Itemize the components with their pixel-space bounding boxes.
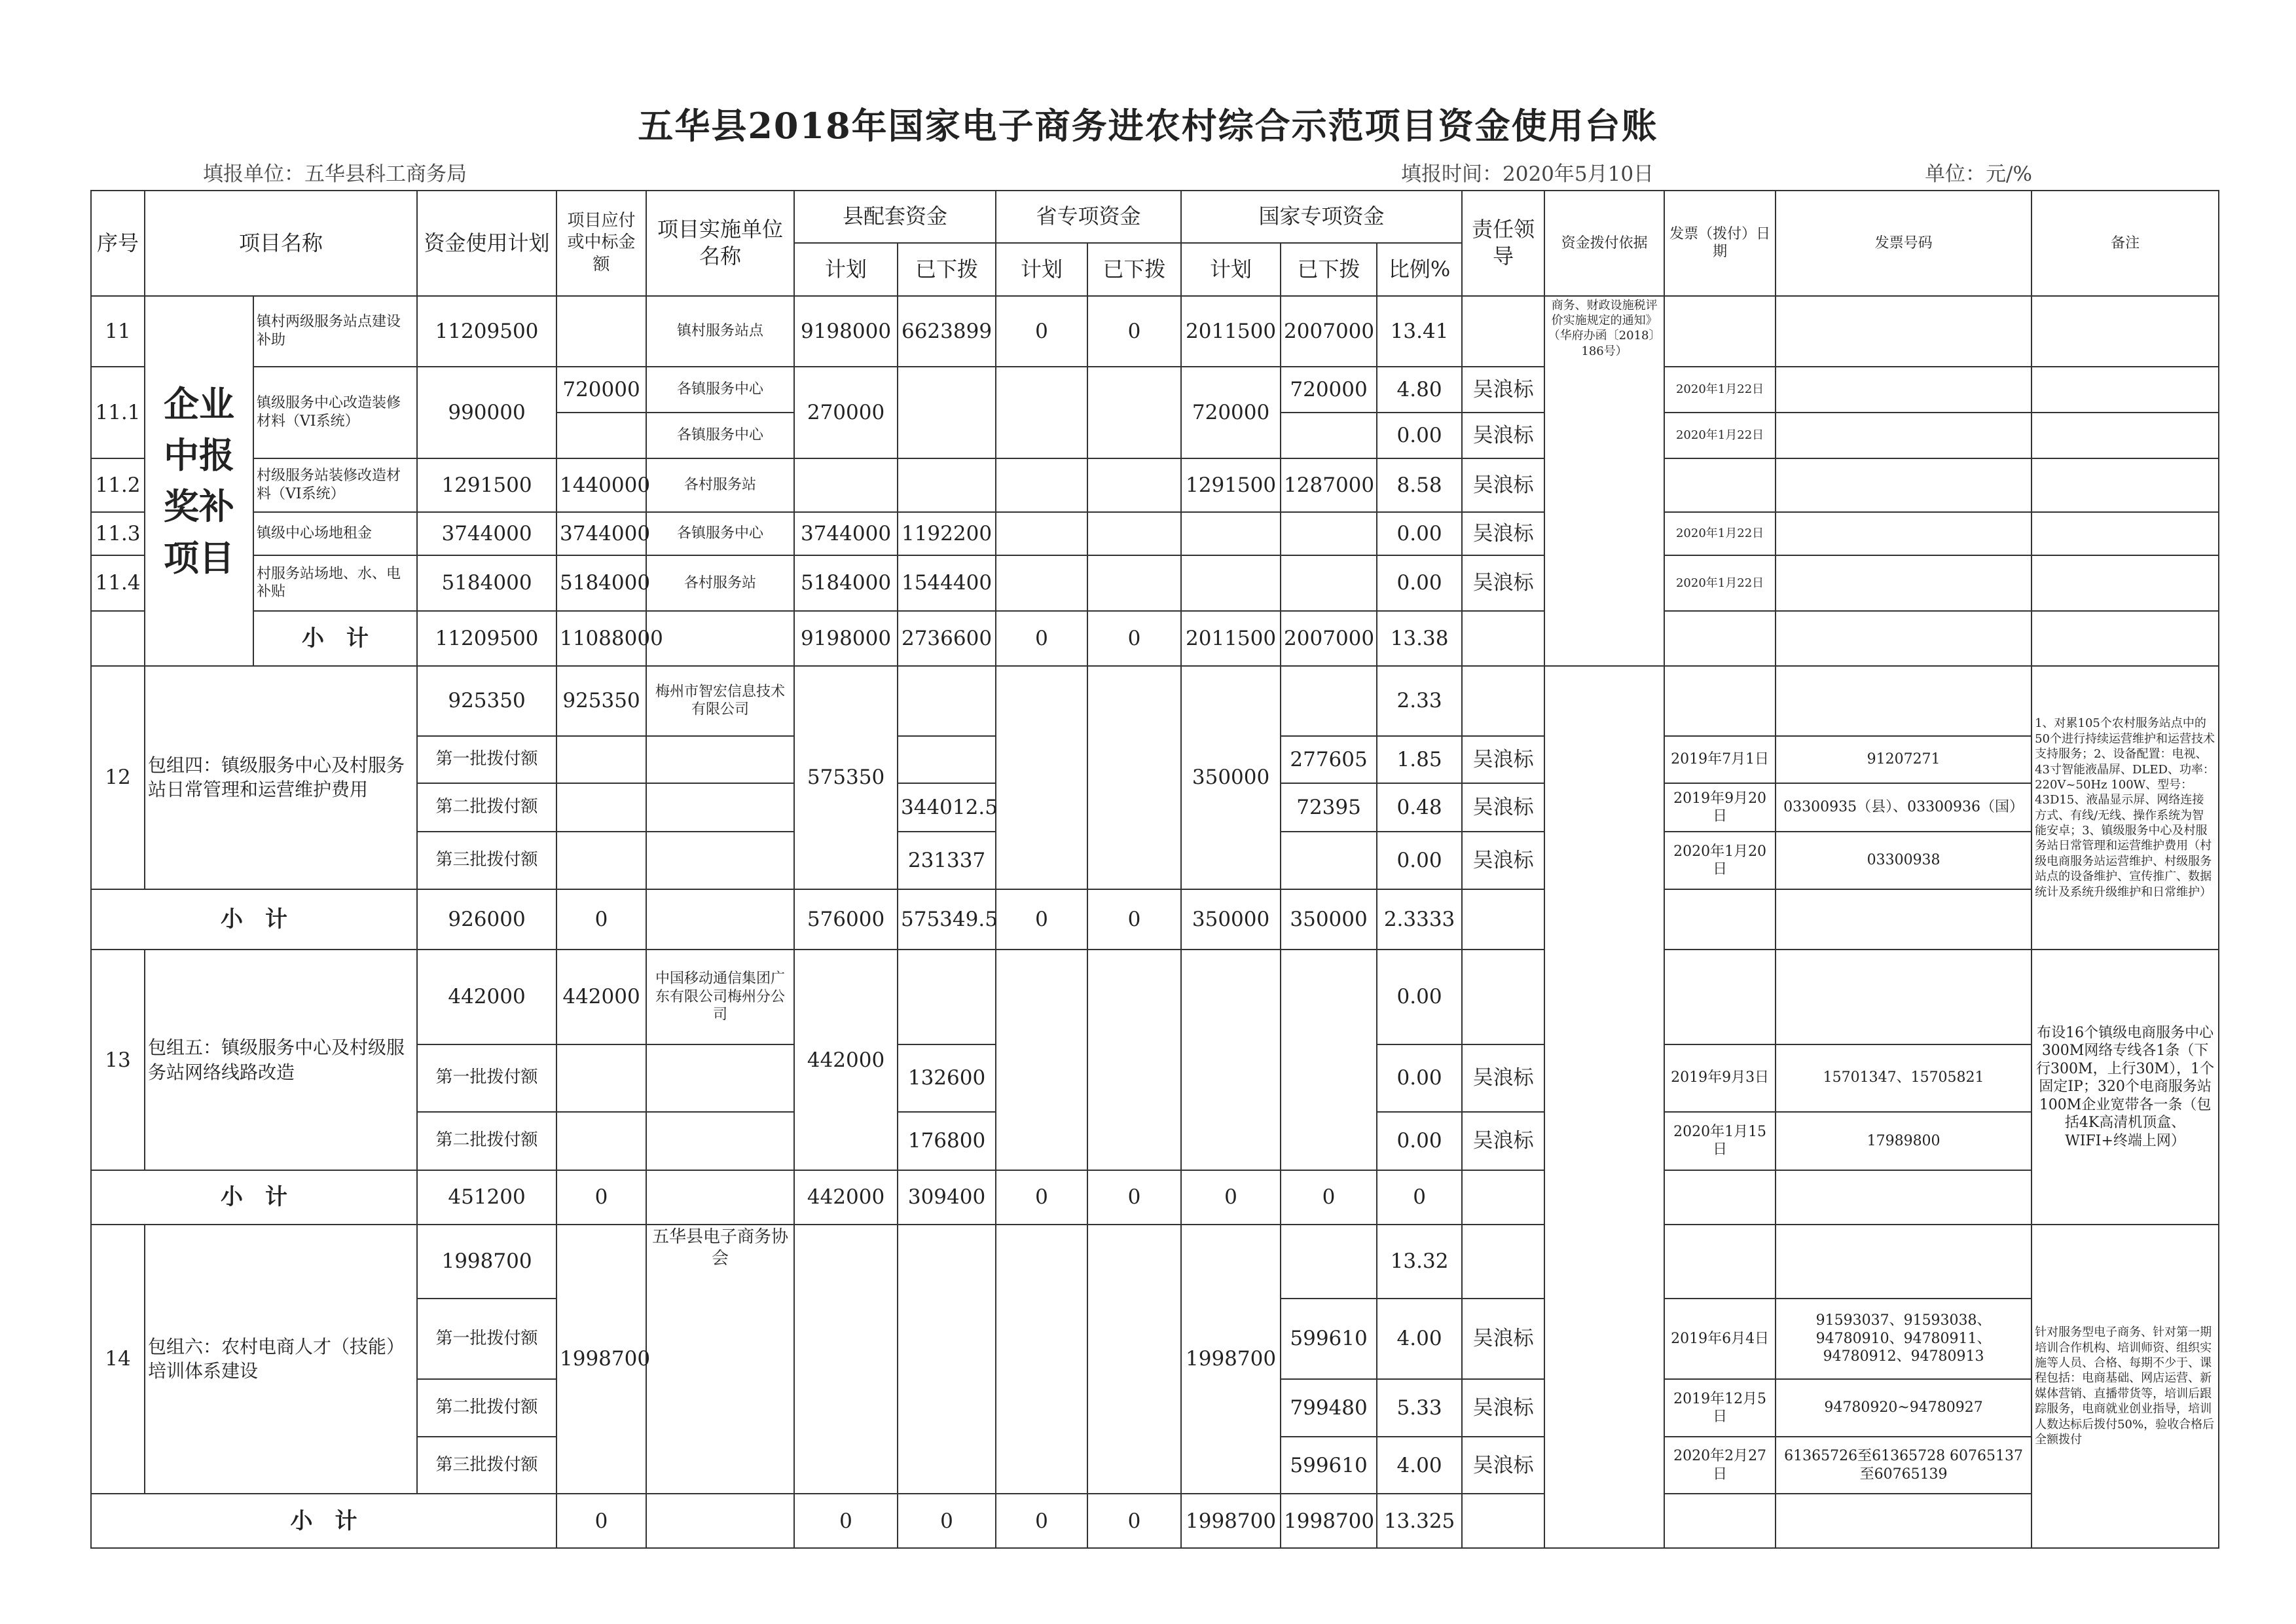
subtotal-label: 小 计 <box>253 611 417 666</box>
ratio-cell: 4.00 <box>1377 1437 1462 1494</box>
impl-unit-cell: 各镇服务中心 <box>646 367 794 413</box>
plan-cell: 451200 <box>417 1170 556 1224</box>
subtotal-row <box>91 1494 2219 1548</box>
subtotal-label: 小 计 <box>91 889 417 950</box>
ratio-cell: 0.00 <box>1377 1112 1462 1171</box>
national-released-cell: 72395 <box>1281 783 1377 832</box>
project-name-cell: 镇村两级服务站点建设补助 <box>253 296 417 367</box>
plan-cell: 11209500 <box>417 296 556 367</box>
invoice-date-cell: 2020年1月22日 <box>1664 555 1776 610</box>
invoice-date-cell: 2019年9月20日 <box>1664 783 1776 832</box>
header-county-released: 已下拨 <box>898 243 996 295</box>
county-released-cell: 344012.5 <box>898 783 996 832</box>
ratio-cell: 0.48 <box>1377 783 1462 832</box>
seq-cell: 11.3 <box>91 512 145 555</box>
ratio-cell: 13.38 <box>1377 611 1462 666</box>
county-plan-cell: 270000 <box>794 367 898 458</box>
seq-cell: 13 <box>91 950 145 1170</box>
ratio-cell: 0.00 <box>1377 555 1462 610</box>
national-plan-cell: 0 <box>1181 1170 1281 1224</box>
responsible-cell: 吴浪标 <box>1462 413 1544 458</box>
payable-cell: 0 <box>556 1494 646 1548</box>
national-plan-cell: 1291500 <box>1181 458 1281 512</box>
invoice-date-cell: 2020年1月20日 <box>1664 832 1776 889</box>
impl-unit-cell: 梅州市智宏信息技术有限公司 <box>646 666 794 736</box>
responsible-cell: 吴浪标 <box>1462 832 1544 889</box>
table-row <box>91 367 2219 413</box>
national-released-cell: 599610 <box>1281 1299 1377 1380</box>
seq-cell: 14 <box>91 1225 145 1494</box>
responsible-cell: 吴浪标 <box>1462 367 1544 413</box>
ratio-cell: 13.41 <box>1377 296 1462 367</box>
project-name-cell: 包组四：镇级服务中心及村服务站日常管理和运营维护费用 <box>145 666 417 889</box>
county-released-cell: 1544400 <box>898 555 996 610</box>
table-row <box>91 296 2219 367</box>
invoice-date-cell: 2020年1月22日 <box>1664 413 1776 458</box>
batch-label: 第二批拨付额 <box>417 1112 556 1171</box>
header-national-ratio: 比例% <box>1377 243 1462 295</box>
county-released-cell: 2736600 <box>898 611 996 666</box>
header-national-released: 已下拨 <box>1281 243 1377 295</box>
responsible-cell: 吴浪标 <box>1462 1437 1544 1494</box>
header-county-plan: 计划 <box>794 243 898 295</box>
remark-cell: 1、对累105个农村服务站点中的50个进行持续运营维护和运营技术支持服务；2、设备配置：电视、43寸智能液晶屏、DLED、功率：220V~50Hz 100W、型号：43D15、液晶显示屏、网络连接方式、有线/无线、操作系统为智能安卓；3、镇级服务中心及村服务站日常管理和运营维护费用（村级电商服务站运营维护、村级服务站点的设备维护、宣传推广、数据统计及系统升级维护和日常维护） <box>2032 666 2219 950</box>
subtotal-row <box>91 1170 2219 1224</box>
county-plan-cell: 9198000 <box>794 611 898 666</box>
ratio-cell: 4.00 <box>1377 1299 1462 1380</box>
national-released-cell: 350000 <box>1281 889 1377 950</box>
batch-label: 第二批拨付额 <box>417 1379 556 1437</box>
remark-cell: 布设16个镇级电商服务中心300M网络专线各1条（下行300M，上行30M），1个固定IP；320个电商服务站100M企业宽带各一条（包括4K高清机顶盒、WIFI+终端上网） <box>2032 950 2219 1224</box>
invoice-date-cell: 2020年1月15日 <box>1664 1112 1776 1171</box>
header-national-plan: 计划 <box>1181 243 1281 295</box>
seq-cell: 11.1 <box>91 367 145 458</box>
payable-cell: 0 <box>556 889 646 950</box>
invoice-no-cell: 03300935（县）、03300936（国） <box>1776 783 2032 832</box>
header-remark: 备注 <box>2032 191 2219 296</box>
table-row <box>91 950 2219 1044</box>
county-plan-cell: 5184000 <box>794 555 898 610</box>
county-released-cell: 6623899 <box>898 296 996 367</box>
invoice-no-cell: 94780920~94780927 <box>1776 1379 2032 1437</box>
county-plan-cell: 0 <box>794 1494 898 1548</box>
table-row <box>91 458 2219 512</box>
header-national-fund: 国家专项资金 <box>1181 191 1462 243</box>
county-released-cell: 132600 <box>898 1044 996 1112</box>
province-plan-cell: 0 <box>996 296 1087 367</box>
header-seq: 序号 <box>91 191 145 296</box>
subtotal-label: 小 计 <box>91 1494 556 1548</box>
impl-unit-cell: 各镇服务中心 <box>646 512 794 555</box>
province-plan-cell: 0 <box>996 889 1087 950</box>
national-plan-cell: 2011500 <box>1181 296 1281 367</box>
impl-unit-cell: 各村服务站 <box>646 555 794 610</box>
ratio-cell: 13.325 <box>1377 1494 1462 1548</box>
seq-cell: 12 <box>91 666 145 889</box>
ratio-cell: 0.00 <box>1377 413 1462 458</box>
header-project-name: 项目名称 <box>145 191 417 296</box>
invoice-date-cell: 2019年9月3日 <box>1664 1044 1776 1112</box>
header-invoice-no: 发票号码 <box>1776 191 2032 296</box>
county-released-cell: 176800 <box>898 1112 996 1171</box>
plan-cell: 11209500 <box>417 611 556 666</box>
responsible-cell: 吴浪标 <box>1462 555 1544 610</box>
header-province-plan: 计划 <box>996 243 1087 295</box>
province-plan-cell: 0 <box>996 1494 1087 1548</box>
batch-label: 第一批拨付额 <box>417 736 556 783</box>
province-released-cell: 0 <box>1087 1170 1181 1224</box>
project-name-cell: 镇级中心场地租金 <box>253 512 417 555</box>
county-plan-cell: 9198000 <box>794 296 898 367</box>
batch-label: 第二批拨付额 <box>417 783 556 832</box>
header-invoice-date: 发票（拨付）日期 <box>1664 191 1776 296</box>
header-basis: 资金拨付依据 <box>1544 191 1664 296</box>
ratio-cell: 2.3333 <box>1377 889 1462 950</box>
ratio-cell: 5.33 <box>1377 1379 1462 1437</box>
table-row <box>91 1225 2219 1299</box>
national-plan-cell: 2011500 <box>1181 611 1281 666</box>
invoice-date-cell: 2020年1月22日 <box>1664 512 1776 555</box>
province-released-cell: 0 <box>1087 1494 1181 1548</box>
payable-cell: 1440000 <box>556 458 646 512</box>
payable-cell: 1998700 <box>556 1225 646 1494</box>
plan-cell: 990000 <box>417 367 556 458</box>
national-released-cell: 0 <box>1281 1170 1377 1224</box>
seq-cell: 11 <box>91 296 145 367</box>
batch-label: 第一批拨付额 <box>417 1299 556 1380</box>
payable-cell: 0 <box>556 1170 646 1224</box>
province-plan-cell: 0 <box>996 1170 1087 1224</box>
invoice-no-cell: 15701347、15705821 <box>1776 1044 2032 1112</box>
header-row-1 <box>91 191 2219 243</box>
ratio-cell: 1.85 <box>1377 736 1462 783</box>
project-name-cell: 村服务站场地、水、电补贴 <box>253 555 417 610</box>
payable-cell: 442000 <box>556 950 646 1044</box>
header-plan: 资金使用计划 <box>417 191 556 296</box>
province-released-cell: 0 <box>1087 296 1181 367</box>
national-plan-cell: 350000 <box>1181 666 1281 889</box>
category-cell: 企业中报奖补项目 <box>145 296 253 666</box>
national-plan-cell: 350000 <box>1181 889 1281 950</box>
county-released-cell: 1192200 <box>898 512 996 555</box>
ratio-cell: 2.33 <box>1377 666 1462 736</box>
payable-cell: 5184000 <box>556 555 646 610</box>
ratio-cell: 4.80 <box>1377 367 1462 413</box>
header-responsible: 责任领导 <box>1462 191 1544 296</box>
responsible-cell: 吴浪标 <box>1462 783 1544 832</box>
national-plan-cell: 1998700 <box>1181 1225 1281 1494</box>
invoice-date-cell: 2019年6月4日 <box>1664 1299 1776 1380</box>
county-released-cell: 575349.5 <box>898 889 996 950</box>
fund-ledger-table <box>90 190 2219 1549</box>
impl-unit-cell: 各村服务站 <box>646 458 794 512</box>
national-plan-cell: 1998700 <box>1181 1494 1281 1548</box>
reporting-date: 填报时间：2020年5月10日 <box>1401 162 1654 186</box>
impl-unit-cell: 五华县电子商务协会 <box>646 1225 794 1494</box>
province-released-cell: 0 <box>1087 611 1181 666</box>
currency-unit: 单位：元/% <box>1925 162 2032 186</box>
county-plan-cell: 575350 <box>794 666 898 889</box>
province-plan-cell: 0 <box>996 611 1087 666</box>
table-row <box>91 666 2219 736</box>
payable-cell: 925350 <box>556 666 646 736</box>
county-plan-cell: 576000 <box>794 889 898 950</box>
county-released-cell: 0 <box>898 1494 996 1548</box>
plan-cell: 5184000 <box>417 555 556 610</box>
county-plan-cell: 442000 <box>794 1170 898 1224</box>
impl-unit-cell: 中国移动通信集团广东有限公司梅州分公司 <box>646 950 794 1044</box>
invoice-date-cell: 2019年7月1日 <box>1664 736 1776 783</box>
header-impl-unit: 项目实施单位名称 <box>646 191 794 296</box>
ratio-cell: 0 <box>1377 1170 1462 1224</box>
batch-label: 第一批拨付额 <box>417 1044 556 1112</box>
project-name-cell: 镇级服务中心改造装修材料（VI系统） <box>253 367 417 458</box>
national-released-cell: 1287000 <box>1281 458 1377 512</box>
header-province-fund: 省专项资金 <box>996 191 1181 243</box>
ratio-cell: 8.58 <box>1377 458 1462 512</box>
county-released-cell: 309400 <box>898 1170 996 1224</box>
national-plan-cell: 720000 <box>1181 367 1281 458</box>
national-released-cell: 599610 <box>1281 1437 1377 1494</box>
project-name-cell: 包组五：镇级服务中心及村级服务站网络线路改造 <box>145 950 417 1170</box>
payable-cell: 720000 <box>556 367 646 413</box>
invoice-no-cell: 03300938 <box>1776 832 2032 889</box>
responsible-cell: 吴浪标 <box>1462 458 1544 512</box>
ratio-cell: 0.00 <box>1377 1044 1462 1112</box>
invoice-no-cell: 17989800 <box>1776 1112 2032 1171</box>
responsible-cell: 吴浪标 <box>1462 736 1544 783</box>
subtotal-label: 小 计 <box>91 1170 417 1224</box>
province-released-cell: 0 <box>1087 889 1181 950</box>
table-row <box>91 512 2219 555</box>
national-released-cell: 2007000 <box>1281 296 1377 367</box>
header-payable: 项目应付或中标金额 <box>556 191 646 296</box>
plan-cell: 926000 <box>417 889 556 950</box>
county-plan-cell: 442000 <box>794 950 898 1170</box>
national-released-cell: 1998700 <box>1281 1494 1377 1548</box>
remark-cell: 针对服务型电子商务、针对第一期培训合作机构、培训师资、组织实施等人员、合格、每期不少于、课程包括：电商基础、网店运营、新媒体营销、直播带货等，培训后跟踪服务，电商就业创业指导，培训人数达标后拨付50%，验收合格后全额拨付 <box>2032 1225 2219 1548</box>
batch-label: 第三批拨付额 <box>417 832 556 889</box>
responsible-cell: 吴浪标 <box>1462 1299 1544 1380</box>
national-released-cell: 720000 <box>1281 367 1377 413</box>
responsible-cell: 吴浪标 <box>1462 1044 1544 1112</box>
invoice-no-cell: 61365726至61365728 60765137至60765139 <box>1776 1437 2032 1494</box>
invoice-no-cell: 91207271 <box>1776 736 2032 783</box>
invoice-date-cell: 2019年12月5日 <box>1664 1379 1776 1437</box>
impl-unit-cell: 各镇服务中心 <box>646 413 794 458</box>
responsible-cell: 吴浪标 <box>1462 1112 1544 1171</box>
header-county-fund: 县配套资金 <box>794 191 996 243</box>
project-name-cell: 包组六：农村电商人才（技能）培训体系建设 <box>145 1225 417 1494</box>
plan-cell: 442000 <box>417 950 556 1044</box>
table-row <box>91 555 2219 610</box>
responsible-cell: 吴浪标 <box>1462 1379 1544 1437</box>
national-released-cell: 2007000 <box>1281 611 1377 666</box>
subtotal-row <box>91 611 2219 666</box>
payable-cell: 11088000 <box>556 611 646 666</box>
plan-cell: 1291500 <box>417 458 556 512</box>
ratio-cell: 0.00 <box>1377 832 1462 889</box>
invoice-date-cell: 2020年2月27日 <box>1664 1437 1776 1494</box>
subtotal-row <box>91 889 2219 950</box>
project-name-cell: 村级服务站装修改造材料（VI系统） <box>253 458 417 512</box>
plan-cell: 3744000 <box>417 512 556 555</box>
seq-cell: 11.4 <box>91 555 145 610</box>
document-title: 五华县2018年国家电子商务进农村综合示范项目资金使用台账 <box>638 105 1658 147</box>
batch-label: 第三批拨付额 <box>417 1437 556 1494</box>
header-province-released: 已下拨 <box>1087 243 1181 295</box>
ratio-cell: 0.00 <box>1377 512 1462 555</box>
ratio-cell: 0.00 <box>1377 950 1462 1044</box>
reporting-unit: 填报单位：五华县科工商务局 <box>203 162 467 186</box>
payable-cell: 3744000 <box>556 512 646 555</box>
seq-cell: 11.2 <box>91 458 145 512</box>
national-released-cell: 799480 <box>1281 1379 1377 1437</box>
plan-cell: 925350 <box>417 666 556 736</box>
fund-basis-cell: 商务、财政设施税评价实施规定的通知》（华府办函〔2018〕186号） <box>1544 296 1664 666</box>
national-released-cell: 277605 <box>1281 736 1377 783</box>
county-plan-cell: 3744000 <box>794 512 898 555</box>
ratio-cell: 13.32 <box>1377 1225 1462 1299</box>
responsible-cell: 吴浪标 <box>1462 512 1544 555</box>
plan-cell: 1998700 <box>417 1225 556 1299</box>
impl-unit-cell: 镇村服务站点 <box>646 296 794 367</box>
invoice-date-cell: 2020年1月22日 <box>1664 367 1776 413</box>
invoice-no-cell: 91593037、91593038、94780910、94780911、94780912、94780913 <box>1776 1299 2032 1380</box>
county-released-cell: 231337 <box>898 832 996 889</box>
